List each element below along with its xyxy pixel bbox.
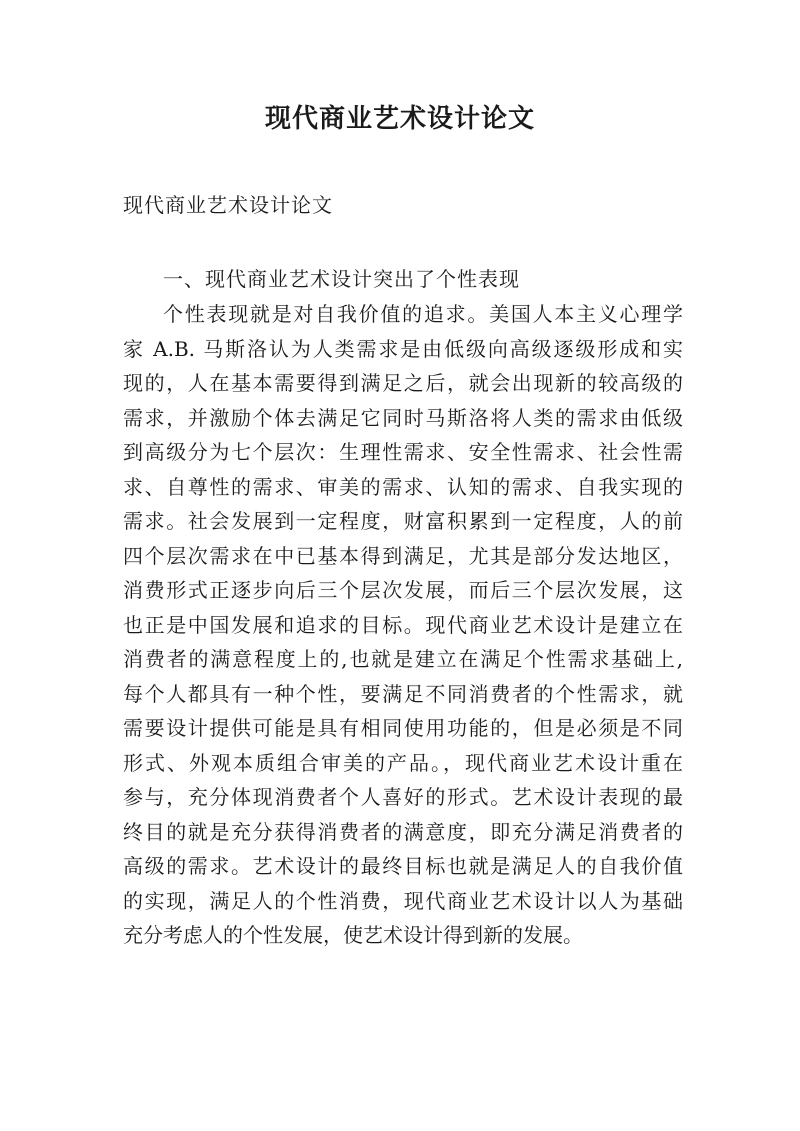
paragraph-line: 终目的就是充分获得消费者的满意度，即充分满足消费者的 — [123, 819, 683, 844]
body-paragraph — [123, 297, 683, 953]
paragraph-line: 求、自尊性的需求、审美的需求、认知的需求、自我实现的 — [123, 474, 683, 499]
paragraph-line: 的实现，满足人的个性消费，现代商业艺术设计以人为基础 — [123, 888, 683, 913]
paragraph-line: 到高级分为七个层次：生理性需求、安全性需求、社会性需 — [123, 440, 683, 464]
paragraph-line: 高级的需求。艺术设计的最终目标也就是满足人的自我价值 — [123, 854, 683, 878]
paragraph-line: 参与，充分体现消费者个人喜好的形式。艺术设计表现的最 — [123, 785, 683, 809]
paragraph-line: 需求，并激励个体去满足它同时马斯洛将人类的需求由低级 — [123, 405, 683, 430]
paragraph-line: 充分考虑人的个性发展，使艺术设计得到新的发展。 — [123, 923, 583, 947]
paragraph-line: 家 A.B. 马斯洛认为人类需求是由低级向高级逐级形成和实 — [123, 336, 683, 361]
document-title: 现代商业艺术设计论文 — [264, 104, 535, 134]
paragraph-line: 也正是中国发展和追求的目标。现代商业艺术设计是建立在 — [123, 612, 683, 637]
paragraph-line: 现的，人在基本需要得到满足之后，就会出现新的较高级的 — [123, 371, 683, 395]
paragraph-line: 消费者的满意程度上的,也就是建立在满足个性需求基础上, — [123, 647, 683, 671]
paragraph-line: 需要设计提供可能是具有相同使用功能的，但是必须是不同 — [123, 716, 683, 740]
paragraph-line: 消费形式正逐步向后三个层次发展，而后三个层次发展，这 — [123, 578, 683, 602]
paragraph-line: 四个层次需求在中已基本得到满足，尤其是部分发达地区， — [123, 543, 683, 568]
document-subtitle: 现代商业艺术设计论文 — [123, 193, 333, 217]
paragraph-line: 形式、外观本质组合审美的产品。，现代商业艺术设计重在 — [123, 750, 683, 775]
paragraph-line: 个性表现就是对自我价值的追求。美国人本主义心理学 — [163, 302, 683, 326]
paragraph-line: 需求。社会发展到一定程度，财富积累到一定程度，人的前 — [123, 509, 683, 533]
section-heading: 一、现代商业艺术设计突出了个性表现 — [163, 267, 520, 291]
paragraph-line: 每个人都具有一种个性，要满足不同消费者的个性需求，就 — [123, 681, 683, 706]
